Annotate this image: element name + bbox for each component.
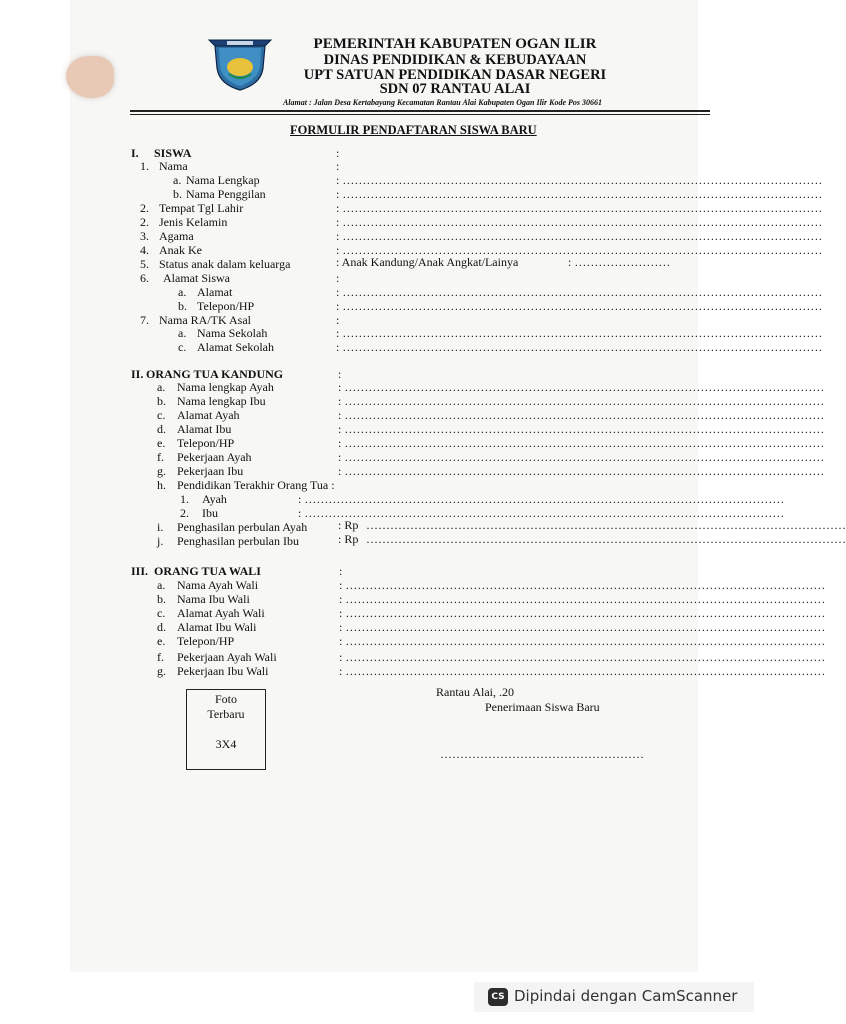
- field-alamat[interactable]: : …………………………………………………………………………………………………………: [336, 285, 823, 299]
- label-jenis-kelamin: Jenis Kelamin: [159, 215, 228, 229]
- item-letter: a.: [157, 380, 166, 394]
- field-nama-lengkap-ayah[interactable]: : …………………………………………………………………………………………………………: [338, 380, 825, 394]
- colon: :: [339, 564, 343, 578]
- field-status-anak[interactable]: : ……………………: [568, 255, 671, 269]
- label-pekerjaan-ayah: Pekerjaan Ayah: [177, 450, 252, 464]
- label-pekerjaan-ayah-wali: Pekerjaan Ayah Wali: [177, 650, 277, 664]
- photo-box: [186, 689, 266, 770]
- item-number: 3.: [140, 229, 149, 243]
- label-nama: Nama: [159, 159, 188, 173]
- item-number: 2.: [140, 201, 149, 215]
- signature-place-date: Rantau Alai, .20: [436, 685, 514, 699]
- label-tempat-tgl-lahir: Tempat Tgl Lahir: [159, 201, 244, 215]
- item-number: 2.: [180, 506, 189, 520]
- field-pekerjaan-ibu[interactable]: : …………………………………………………………………………………………………………: [338, 464, 825, 478]
- item-letter: b.: [178, 299, 187, 313]
- item-letter: c.: [157, 606, 166, 620]
- label-nama-lengkap-ibu: Nama lengkap Ibu: [177, 394, 266, 408]
- item-letter: c.: [178, 340, 187, 354]
- item-letter: d.: [157, 620, 166, 634]
- camscanner-watermark: [474, 982, 754, 1012]
- item-letter: i.: [157, 520, 164, 534]
- label-nama-ibu-wali: Nama Ibu Wali: [177, 592, 250, 606]
- ogan-ilir-logo-icon: [205, 34, 275, 94]
- label-pekerjaan-ibu-wali: Pekerjaan Ibu Wali: [177, 664, 269, 678]
- item-number: 1.: [180, 492, 189, 506]
- field-alamat-sekolah[interactable]: : …………………………………………………………………………………………………………: [336, 340, 823, 354]
- section-1-title: SISWA: [154, 146, 192, 160]
- item-letter: a.: [178, 326, 187, 340]
- section-3-title: ORANG TUA WALI: [154, 564, 261, 578]
- item-letter: a.: [173, 173, 182, 187]
- field-anak-ke[interactable]: : …………………………………………………………………………………………………………: [336, 243, 823, 257]
- section-3-roman: III.: [131, 564, 149, 578]
- signature-line[interactable]: ……………………………………………: [440, 747, 644, 761]
- field-alamat-ayah[interactable]: : …………………………………………………………………………………………………………: [338, 408, 825, 422]
- photo-box-label-terbaru: Terbaru: [207, 707, 245, 721]
- item-letter: f.: [157, 450, 164, 464]
- field-telepon[interactable]: : …………………………………………………………………………………………………………: [336, 299, 823, 313]
- item-letter: a.: [157, 578, 166, 592]
- header-line-4: SDN 07 RANTAU ALAI: [379, 81, 531, 97]
- item-letter: g.: [157, 664, 166, 678]
- label-pendidikan-ayah: Ayah: [202, 492, 227, 506]
- field-pekerjaan-ibu-wali[interactable]: : …………………………………………………………………………………………………………: [339, 664, 826, 678]
- label-alamat-siswa: Alamat Siswa: [163, 271, 230, 285]
- label-nama-ra-tk-asal: Nama RA/TK Asal: [159, 313, 251, 327]
- camscanner-icon: CS: [488, 988, 508, 1006]
- item-number: 6.: [140, 271, 149, 285]
- status-options: : Anak Kandung/Anak Angkat/Lainya: [336, 255, 519, 269]
- colon: :: [336, 159, 340, 173]
- item-letter: j.: [157, 534, 164, 548]
- section-1-roman: I.: [131, 146, 139, 160]
- item-letter: h.: [157, 478, 166, 492]
- field-pekerjaan-ayah-wali[interactable]: : …………………………………………………………………………………………………………: [339, 650, 826, 664]
- label-pendidikan-ibu: Ibu: [202, 506, 218, 520]
- header-rule-thick: [130, 110, 710, 112]
- item-letter: b.: [157, 592, 166, 606]
- field-penghasilan-ayah[interactable]: …………………………………………………………………………………………………………: [366, 518, 846, 532]
- photo-box-label-foto: Foto: [214, 692, 237, 706]
- field-alamat-ibu-wali[interactable]: : …………………………………………………………………………………………………………: [339, 620, 826, 634]
- label-alamat-sekolah: Alamat Sekolah: [197, 340, 274, 354]
- form-title: FORMULIR PENDAFTARAN SISWA BARU: [290, 123, 537, 137]
- item-letter: e.: [157, 634, 166, 648]
- item-letter: e.: [157, 436, 166, 450]
- label-nama-sekolah: Nama Sekolah: [197, 326, 268, 340]
- item-letter: b.: [173, 187, 182, 201]
- field-nama-ibu-wali[interactable]: : …………………………………………………………………………………………………………: [339, 592, 826, 606]
- label-penghasilan-ayah: Penghasilan perbulan Ayah: [177, 520, 308, 534]
- label-alamat-ayah: Alamat Ayah: [177, 408, 240, 422]
- label-anak-ke: Anak Ke: [159, 243, 202, 257]
- section-2-roman: II.: [131, 367, 144, 381]
- item-letter: c.: [157, 408, 166, 422]
- field-telepon-wali[interactable]: : …………………………………………………………………………………………………………: [339, 634, 826, 648]
- label-nama-panggilan: Nama Penggilan: [186, 187, 266, 201]
- field-telepon-ortu[interactable]: : …………………………………………………………………………………………………………: [338, 436, 825, 450]
- section-2-title: ORANG TUA KANDUNG: [146, 367, 284, 381]
- field-nama-panggilan[interactable]: : …………………………………………………………………………………………………………: [336, 187, 823, 201]
- label-alamat-ayah-wali: Alamat Ayah Wali: [177, 606, 265, 620]
- item-number: 7.: [140, 313, 149, 327]
- label-telepon: Telepon/HP: [197, 299, 255, 313]
- item-letter: f.: [157, 650, 164, 664]
- label-nama-ayah-wali: Nama Ayah Wali: [177, 578, 259, 592]
- label-agama: Agama: [159, 229, 194, 243]
- label-telepon-wali: Telepon/HP: [177, 634, 235, 648]
- field-alamat-ibu[interactable]: : …………………………………………………………………………………………………………: [338, 422, 825, 436]
- label-alamat-ibu: Alamat Ibu: [177, 422, 232, 436]
- camscanner-text: Dipindai dengan CamScanner: [514, 987, 738, 1005]
- photo-box-label-size: 3X4: [215, 737, 237, 751]
- header-address: Alamat : Jalan Desa Kertabayang Kecamatan Rantau Alai Kabupaten Ogan Ilir Kode Pos 30661: [282, 98, 603, 107]
- field-nama-lengkap[interactable]: : …………………………………………………………………………………………………………: [336, 173, 823, 187]
- field-nama-lengkap-ibu[interactable]: : …………………………………………………………………………………………………………: [338, 394, 825, 408]
- label-nama-lengkap-ayah: Nama lengkap Ayah: [177, 380, 274, 394]
- field-jenis-kelamin[interactable]: : …………………………………………………………………………………………………………: [336, 215, 823, 229]
- label-status-anak: Status anak dalam keluarga: [159, 257, 291, 271]
- rp-prefix: : Rp: [338, 518, 359, 532]
- field-penghasilan-ibu[interactable]: …………………………………………………………………………………………………………: [366, 532, 846, 546]
- item-number: 5.: [140, 257, 149, 271]
- colon: :: [336, 146, 340, 160]
- field-pendidikan-ayah[interactable]: : …………………………………………………………………………………………………………: [298, 492, 785, 506]
- header-line-2: DINAS PENDIDIKAN & KEBUDAYAAN: [323, 52, 587, 68]
- label-alamat: Alamat: [197, 285, 233, 299]
- field-tempat-tgl-lahir[interactable]: : …………………………………………………………………………………………………………: [336, 201, 823, 215]
- field-nama-sekolah[interactable]: : …………………………………………………………………………………………………………: [336, 326, 823, 340]
- rp-prefix: : Rp: [338, 532, 359, 546]
- label-penghasilan-ibu: Penghasilan perbulan Ibu: [177, 534, 299, 548]
- item-number: 1.: [140, 159, 149, 173]
- item-letter: d.: [157, 422, 166, 436]
- item-letter: a.: [178, 285, 187, 299]
- label-nama-lengkap: Nama Lengkap: [186, 173, 260, 187]
- label-alamat-ibu-wali: Alamat Ibu Wali: [177, 620, 257, 634]
- header-line-3: UPT SATUAN PENDIDIKAN DASAR NEGERI: [303, 67, 607, 83]
- colon: :: [338, 367, 342, 381]
- label-telepon-ortu: Telepon/HP: [177, 436, 235, 450]
- header-line-1: PEMERINTAH KABUPATEN OGAN ILIR: [313, 36, 597, 52]
- colon: :: [336, 271, 340, 285]
- item-letter: b.: [157, 394, 166, 408]
- field-nama-ayah-wali[interactable]: : …………………………………………………………………………………………………………: [339, 578, 826, 592]
- item-number: 4.: [140, 243, 149, 257]
- label-pekerjaan-ibu: Pekerjaan Ibu: [177, 464, 244, 478]
- item-number: 2.: [140, 215, 149, 229]
- field-alamat-ayah-wali[interactable]: : …………………………………………………………………………………………………………: [339, 606, 826, 620]
- item-letter: g.: [157, 464, 166, 478]
- header-rule-thin: [130, 114, 710, 115]
- finger-thumb: [66, 56, 114, 98]
- colon: :: [336, 313, 340, 327]
- field-pekerjaan-ayah[interactable]: : …………………………………………………………………………………………………………: [338, 450, 825, 464]
- field-agama[interactable]: : …………………………………………………………………………………………………………: [336, 229, 823, 243]
- label-pendidikan-terakhir: Pendidikan Terakhir Orang Tua :: [177, 478, 335, 492]
- field-pendidikan-ibu[interactable]: : …………………………………………………………………………………………………………: [298, 506, 785, 520]
- signature-role: Penerimaan Siswa Baru: [485, 700, 600, 714]
